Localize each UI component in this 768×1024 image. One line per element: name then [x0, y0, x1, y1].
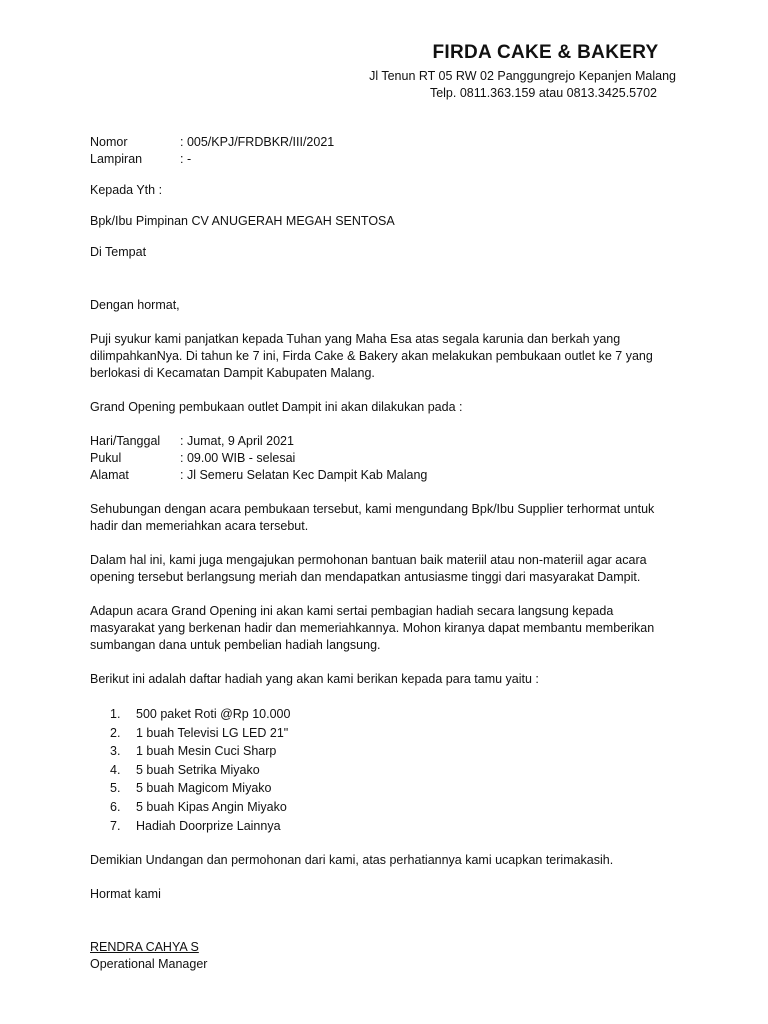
paragraph-request: Dalam hal ini, kami juga mengajukan permohonan bantuan baik materiil atau non-materiil agar acara opening tersebut berlangsung meriah dan mendapatkan antusiasme tinggi dari masyarakat Dampit.	[90, 553, 647, 584]
recipient-to: Kepada Yth :	[90, 183, 163, 197]
event-address-row	[90, 467, 680, 484]
list-item: 1. 500 paket Roti @Rp 10.000	[110, 707, 291, 721]
paragraph-prize-list-intro: Berikut ini adalah daftar hadiah yang akan kami berikan kepada para tamu yaitu :	[90, 672, 539, 686]
paragraph-opening: Grand Opening pembukaan outlet Dampit ini akan dilakukan pada :	[90, 400, 463, 414]
signer-title: Operational Manager	[90, 957, 208, 972]
list-item: 7. Hadiah Doorprize Lainnya	[110, 818, 281, 833]
paragraph-invitation: Sehubungan dengan acara pembukaan tersebut, kami mengundang Bpk/Ibu Supplier terhormat untuk hadir dan memeriahkan acara tersebut.	[90, 502, 655, 533]
letterhead	[300, 42, 676, 102]
lampiran-value: : -	[180, 152, 192, 166]
event-date-label: Hari/Tanggal	[90, 434, 161, 448]
greeting: Dengan hormat,	[90, 298, 180, 312]
event-time-value: : 09.00 WIB - selesai	[180, 451, 296, 465]
nomor-row	[90, 134, 680, 151]
prize-list	[90, 705, 680, 835]
nomor-label: Nomor	[90, 135, 128, 149]
paragraph-closing: Demikian Undangan dan permohonan dari kami, atas perhatiannya kami ucapkan terimakasih.	[90, 853, 614, 868]
list-item: 3. 1 buah Mesin Cuci Sharp	[110, 744, 277, 759]
event-date-value: : Jumat, 9 April 2021	[180, 434, 294, 448]
sign-off: Hormat kami	[90, 887, 161, 902]
signer-name: RENDRA CAHYA S	[90, 940, 199, 955]
event-date-row	[90, 433, 680, 450]
list-item: 4. 5 buah Setrika Miyako	[110, 762, 260, 777]
recipient-name: Bpk/Ibu Pimpinan CV ANUGERAH MEGAH SENTOSA	[90, 214, 395, 228]
paragraph-prizes-intro: Adapun acara Grand Opening ini akan kami sertai pembagian hadiah secara langsung kepada masyarakat yang berkenan hadir dan memeriahkannya. Mohon kiranya dapat membantu memberikan sumbangan dana untuk pembelian hadiah langsung.	[90, 604, 655, 652]
nomor-value: : 005/KPJ/FRDBKR/III/2021	[180, 135, 335, 149]
company-name: FIRDA CAKE & BAKERY	[432, 42, 659, 63]
event-time-label: Pukul	[90, 451, 122, 465]
event-address-value: : Jl Semeru Selatan Kec Dampit Kab Malang	[180, 468, 428, 482]
lampiran-row	[90, 151, 680, 168]
list-item: 5. 5 buah Magicom Miyako	[110, 781, 272, 796]
event-time-row	[90, 450, 680, 467]
event-address-label: Alamat	[90, 468, 129, 482]
recipient-place: Di Tempat	[90, 245, 147, 259]
list-item: 6. 5 buah Kipas Angin Miyako	[110, 799, 287, 814]
lampiran-label: Lampiran	[90, 152, 143, 166]
paragraph-intro: Puji syukur kami panjatkan kepada Tuhan yang Maha Esa atas segala karunia dan berkah yang dilimpahkanNya. Di tahun ke 7 ini, Firda Cake & Bakery akan melakukan pembukaan outlet ke 7 yang berlokasi di Kecamatan Dampit Kabupaten Malang.	[90, 332, 653, 380]
company-address: Jl Tenun RT 05 RW 02 Panggungrejo Kepanjen Malang	[369, 69, 676, 83]
company-phone: Telp. 0811.363.159 atau 0813.3425.5702	[429, 86, 657, 100]
list-item: 2. 1 buah Televisi LG LED 21"	[110, 725, 289, 740]
letter-body	[90, 134, 680, 973]
